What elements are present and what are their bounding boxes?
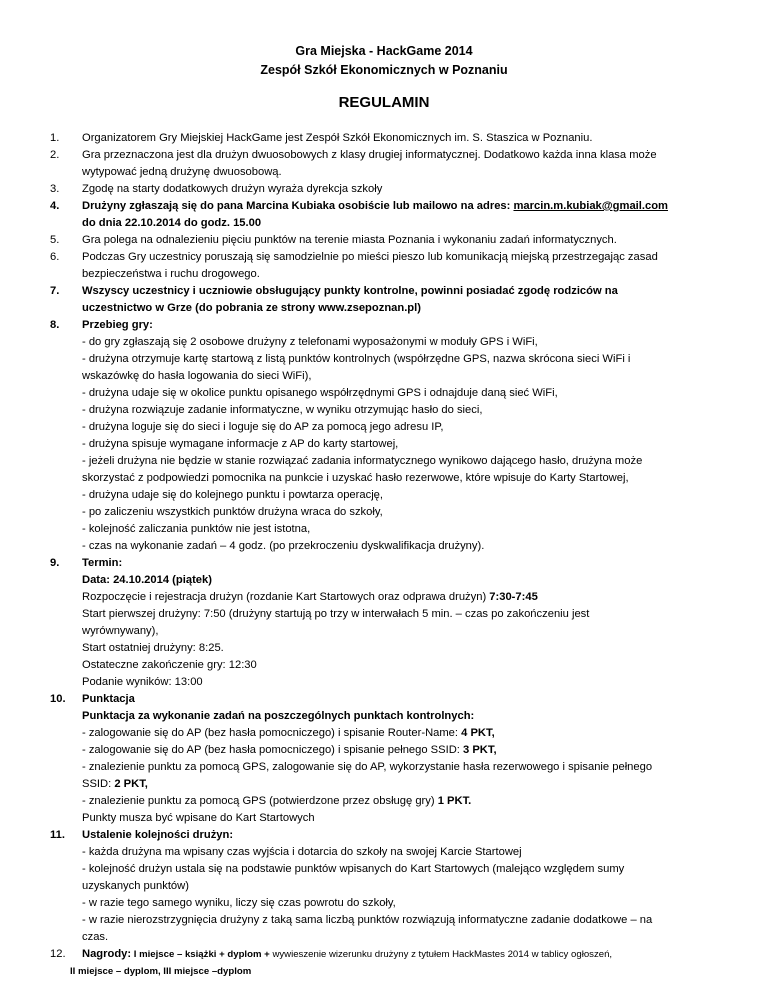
rule-item-8 xyxy=(0,317,768,555)
scoring-rule: SSID: xyxy=(82,778,115,790)
scoring-rule: - zalogowanie się do AP (bez hasła pomocniczego) i spisanie Router-Name: xyxy=(82,727,462,739)
rule-text: Podczas Gry uczestnicy poruszają się samodzielnie po mieści pieszo lub komunikacją miejską przestrzegając zasad xyxy=(82,251,658,263)
list-item: - drużyna spisuje wymagane informacje z AP do karty startowej, xyxy=(82,438,399,450)
scoring-points: 2 PKT, xyxy=(114,778,148,790)
rule-number: 12. xyxy=(50,948,66,960)
rule-item-9 xyxy=(0,555,768,691)
scoring-rule: - znalezienie punktu za pomocą GPS (potwierdzone przez obsługę gry) xyxy=(82,795,438,807)
rule-number: 8. xyxy=(50,319,60,331)
scoring-note: Punkty musza być wpisane do Kart Startowych xyxy=(82,812,315,824)
rule-item-5 xyxy=(0,232,768,249)
list-item: - w razie nierozstrzygnięcia drużyny z taką sama liczbą punktów rozwiązują informatyczne zadanie dodatkowe – na xyxy=(82,914,653,926)
section-heading: Ustalenie kolejności drużyn: xyxy=(82,829,234,841)
rule-text: wytypować jedną drużynę dwuosobową. xyxy=(82,166,282,178)
list-item: - kolejność zaliczania punktów nie jest istotna, xyxy=(82,523,311,535)
rule-text: Gra polega na odnalezieniu pięciu punktów na terenie miasta Poznania i wykonaniu zadań informatycznych. xyxy=(82,234,617,246)
rule-number: 2. xyxy=(50,149,60,161)
scoring-points: 1 PKT. xyxy=(437,795,472,807)
section-heading: Nagrody: xyxy=(82,948,132,960)
list-item: - drużyna udaje się do kolejnego punktu i powtarza operację, xyxy=(82,489,384,501)
list-item: - każda drużyna ma wpisany czas wyjścia i dotarcia do szkoły na swojej Karcie Startowej xyxy=(82,846,522,858)
rule-number: 9. xyxy=(50,557,60,569)
list-item: - drużyna loguje się do sieci i loguje się do AP za pomocą jego adresu IP, xyxy=(82,421,444,433)
list-item: uzyskanych punktów) xyxy=(82,880,189,892)
first-start-text-cont: wyrównywany), xyxy=(82,625,159,637)
rule-number: 1. xyxy=(50,132,60,144)
first-start-text: Start pierwszej drużyny: 7:50 (drużyny startują po trzy w interwałach 5 min. – czas po zakończeniu jest xyxy=(82,608,590,620)
list-item: skorzystać z podpowiedzi pomocnika na punkcie i uzyskać hasło rezerwowe, które wpisuje do Karty Startowej, xyxy=(82,472,629,484)
rule-item-3 xyxy=(0,181,768,198)
last-start-text: Start ostatniej drużyny: 8:25. xyxy=(82,642,224,654)
rule-item-2 xyxy=(0,147,768,181)
list-item: - czas na wykonanie zadań – 4 godz. (po przekroczeniu dyskwalifikacja drużyny). xyxy=(82,540,485,552)
rule-text: Organizatorem Gry Miejskiej HackGame jest Zespół Szkół Ekonomicznych im. S. Staszica w Poznaniu. xyxy=(82,132,593,144)
rule-number: 5. xyxy=(50,234,60,246)
list-item: wskazówkę do hasła logowania do sieci WiFi), xyxy=(82,370,312,382)
rule-text: Gra przeznaczona jest dla drużyn dwuosobowych z klasy drugiej informatycznej. Dodatkowo każda inna klasa może xyxy=(82,149,657,161)
list-item: - jeżeli drużyna nie będzie w stanie rozwiązać zadania informatycznego wynikowo dającego hasło, drużyna może xyxy=(82,455,643,467)
rule-item-11 xyxy=(0,827,768,946)
rule-item-1 xyxy=(0,130,768,147)
rule-number: 7. xyxy=(50,285,60,297)
list-item: czas. xyxy=(82,931,109,943)
rule-number: 6. xyxy=(50,251,60,263)
section-heading: Punktacja xyxy=(82,693,135,705)
section-heading: Przebieg gry: xyxy=(82,319,153,331)
rule-text: Wszyscy uczestnicy i uczniowie obsługujący punkty kontrolne, powinni posiadać zgodę rodziców na xyxy=(82,285,618,297)
rule-item-12 xyxy=(0,946,768,980)
list-item: - kolejność drużyn ustala się na podstawie punktów wpisanych do Kart Startowych (malejąco względem sumy xyxy=(82,863,625,875)
rule-number: 10. xyxy=(50,693,66,705)
email-link[interactable]: marcin.m.kubiak@gmail.com xyxy=(513,200,669,212)
rule-number: 11. xyxy=(50,829,65,841)
results-text: Podanie wyników: 13:00 xyxy=(82,676,203,688)
game-end-text: Ostateczne zakończenie gry: 12:30 xyxy=(82,659,257,671)
scoring-rule: - zalogowanie się do AP (bez hasła pomocniczego) i spisanie pełnego SSID: xyxy=(82,744,464,756)
prize-rest: II miejsce – dyplom, III miejsce –dyplom xyxy=(70,966,252,977)
rule-item-4 xyxy=(0,198,768,232)
rule-text: bezpieczeństwa i ruchu drogowego. xyxy=(82,268,260,280)
scoring-points: 3 PKT, xyxy=(463,744,497,756)
section-subheading: Punktacja za wykonanie zadań na poszczególnych punktach kontrolnych: xyxy=(82,710,475,722)
rule-item-6 xyxy=(0,249,768,283)
event-title: Gra Miejska - HackGame 2014 xyxy=(295,44,473,58)
rule-text: Zgodę na starty dodatkowych drużyn wyraża dyrekcja szkoły xyxy=(82,183,383,195)
list-item: - w razie tego samego wyniku, liczy się czas powrotu do szkoły, xyxy=(82,897,396,909)
list-item: - po zaliczeniu wszystkich punktów drużyna wraca do szkoły, xyxy=(82,506,383,518)
registration-time: 7:30-7:45 xyxy=(489,591,538,603)
scoring-points: 4 PKT, xyxy=(461,727,495,739)
scoring-rule: - znalezienie punktu za pomocą GPS, zalogowanie się do AP, wykorzystanie hasła rezerwowego i spisanie pełnego xyxy=(82,761,653,773)
document-header xyxy=(0,42,768,80)
prize-first-rest: wywieszenie wizerunku drużyny z tytułem HackMastes 2014 w tablicy ogłoszeń, xyxy=(272,949,613,960)
event-date: Data: 24.10.2014 (piątek) xyxy=(82,574,212,586)
rule-number: 4. xyxy=(50,200,60,212)
rule-text: Drużyny zgłaszają się do pana Marcina Kubiaka osobiście lub mailowo na adres: xyxy=(82,200,514,212)
list-item: - drużyna udaje się w okolice punktu opisanego współrzędnymi GPS i odnajduje daną sieć WiFi, xyxy=(82,387,558,399)
section-heading: Termin: xyxy=(82,557,123,569)
rule-text: uczestnictwo w Grze (do pobrania ze strony www.zsepoznan.pl) xyxy=(82,302,421,314)
prize-first: I miejsce – książki + dyplom + xyxy=(131,949,273,960)
list-item: - drużyna rozwiązuje zadanie informatyczne, w wyniku otrzymując hasło do sieci, xyxy=(82,404,483,416)
rule-number: 3. xyxy=(50,183,60,195)
rules-list xyxy=(0,130,768,980)
rule-text: do dnia 22.10.2014 do godz. 15.00 xyxy=(82,217,262,229)
page-title: REGULAMIN xyxy=(338,94,430,111)
registration-text: Rozpoczęcie i rejestracja drużyn (rozdanie Kart Startowych oraz odprawa drużyn) xyxy=(82,591,490,603)
rule-item-10 xyxy=(0,691,768,827)
list-item: - do gry zgłaszają się 2 osobowe drużyny z telefonami wyposażonymi w moduły GPS i WiFi, xyxy=(82,336,538,348)
list-item: - drużyna otrzymuje kartę startową z listą punktów kontrolnych (współrzędne GPS, nazwa skrócona sieci WiFi i xyxy=(82,353,631,365)
school-name: Zespół Szkół Ekonomicznych w Poznaniu xyxy=(260,63,508,77)
rule-item-7 xyxy=(0,283,768,317)
